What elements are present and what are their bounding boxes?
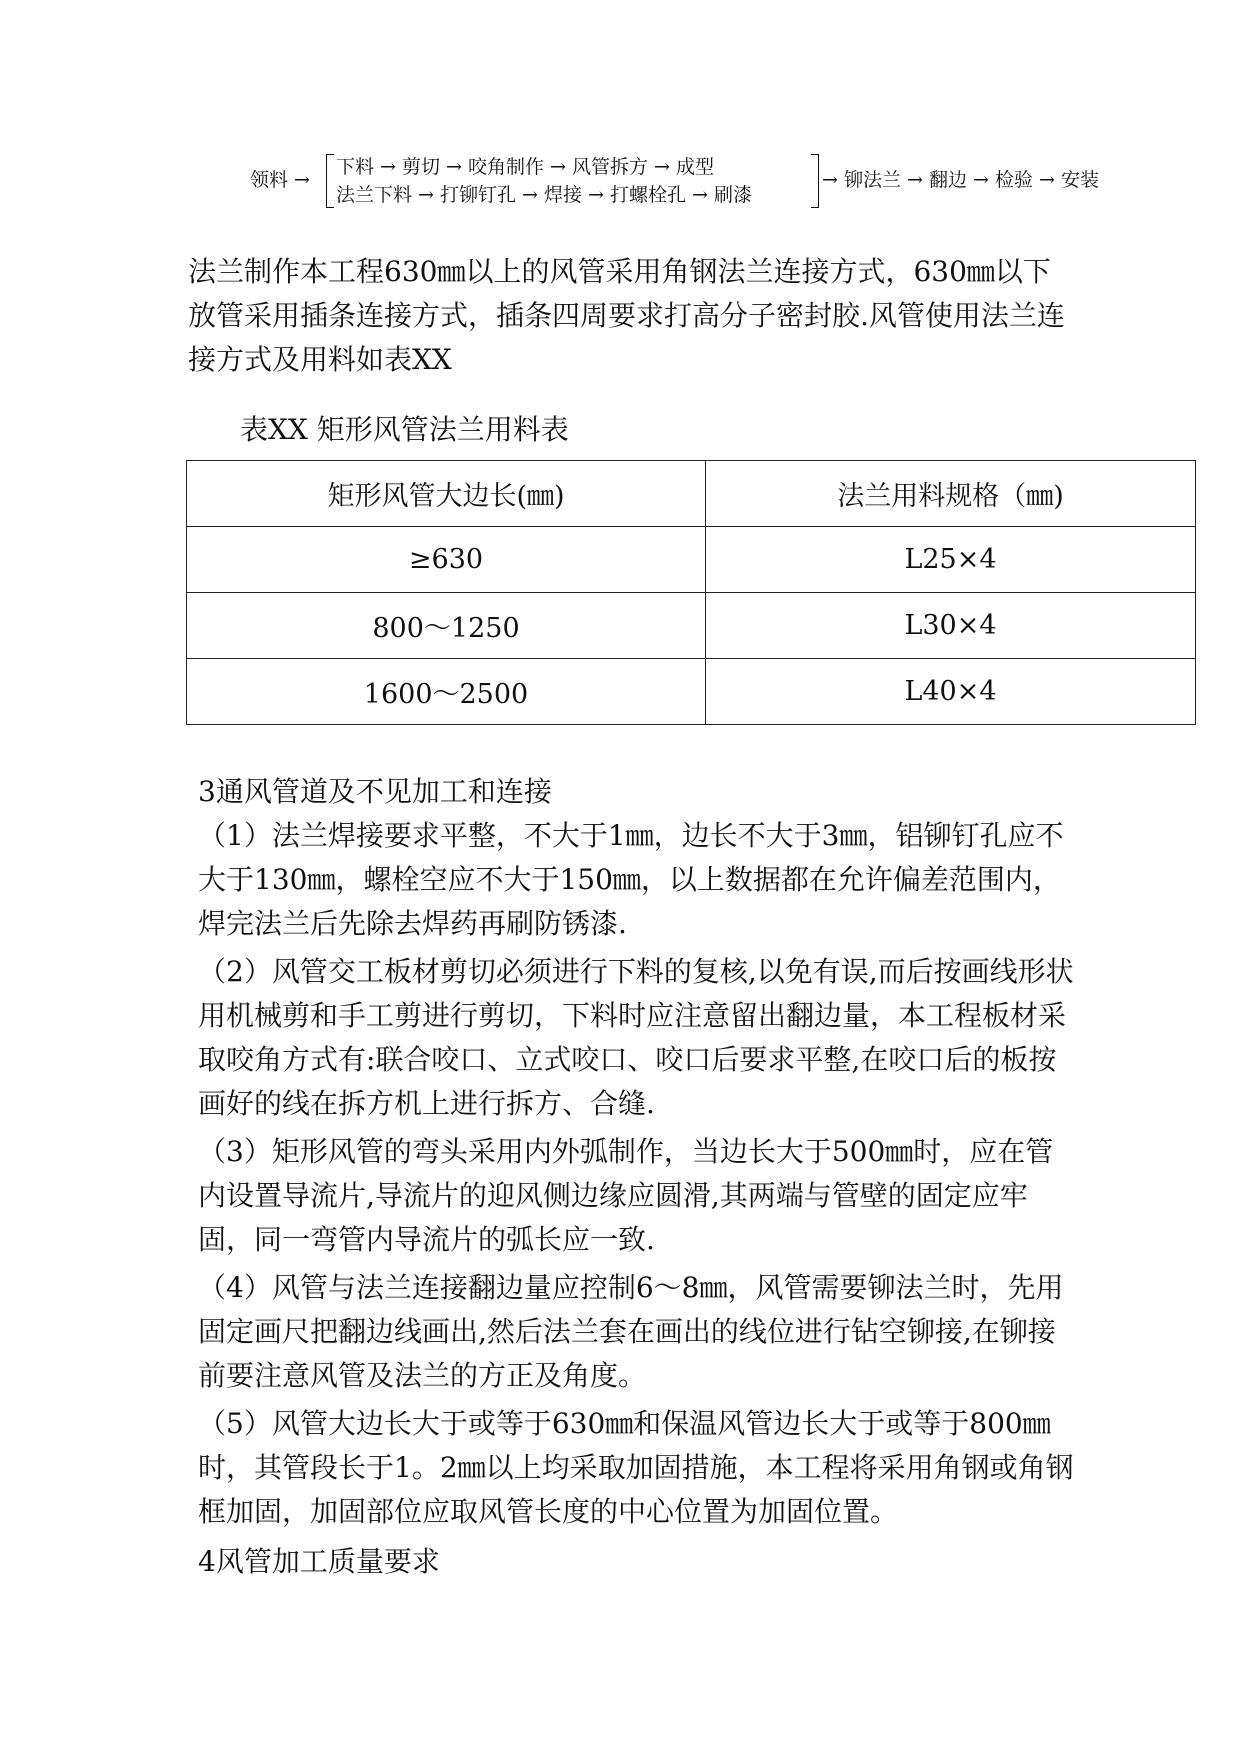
- flow-end: → 铆法兰 → 翻边 → 检验 → 安装: [822, 169, 1099, 191]
- section-4-title: 4风管加工质量要求: [198, 1545, 440, 1578]
- table-caption: 表XX 矩形风管法兰用料表: [240, 413, 569, 446]
- item-5: （5）风管大边长大于或等于630㎜和保温风管边长大于或等于800㎜时，其管段长于1。2㎜以上均采取加固措施，本工程将采用角钢或角钢框加固，加固部位应取风管长度的中心位置为加固位置。: [198, 1407, 1074, 1528]
- flow-start: 领料 →: [250, 169, 310, 191]
- table-row: [187, 593, 1196, 659]
- table-row: [187, 527, 1196, 593]
- table-cell: L25×4: [706, 527, 1196, 593]
- table-cell: L30×4: [706, 593, 1196, 659]
- header-cell: 矩形风管大边长(㎜): [187, 461, 706, 527]
- table-cell: L40×4: [706, 659, 1196, 725]
- table-cell: 800～1250: [187, 593, 706, 659]
- left-bracket: [326, 154, 334, 208]
- table-header-row: [187, 461, 1196, 527]
- table-cell: 1600～2500: [187, 659, 706, 725]
- flow-row-1: 下料 → 剪切 → 咬角制作 → 风管拆方 → 成型: [336, 156, 714, 178]
- flow-row-2: 法兰下料 → 打铆钉孔 → 焊接 → 打螺栓孔 → 刷漆: [336, 184, 752, 206]
- table-row: [187, 659, 1196, 725]
- item-3: （3）矩形风管的弯头采用内外弧制作，当边长大于500㎜时，应在管内设置导流片,导流片的迎风侧边缘应圆滑,其两端与管壁的固定应牢固，同一弯管内导流片的弧长应一致.: [198, 1135, 1054, 1256]
- item-1: （1）法兰焊接要求平整，不大于1㎜，边长不大于3㎜，铝铆钉孔应不大于130㎜，螺栓空应不大于150㎜，以上数据都在允许偏差范围内，焊完法兰后先除去焊药再刷防锈漆.: [198, 819, 1064, 940]
- table-cell: ≥630: [187, 527, 706, 593]
- flange-material-table: [186, 460, 1196, 725]
- intro-paragraph: 法兰制作本工程630㎜以上的风管采用角钢法兰连接方式，630㎜以下放管采用插条连接方式，插条四周要求打高分子密封胶.风管使用法兰连接方式及用料如表XX: [188, 255, 1065, 376]
- section-3-title: 3通风管道及不见加工和连接: [198, 775, 552, 808]
- header-cell: 法兰用料规格（㎜): [706, 461, 1196, 527]
- item-4: （4）风管与法兰连接翻边量应控制6～8㎜，风管需要铆法兰时，先用固定画尺把翻边线画出,然后法兰套在画出的线位进行钻空铆接,在铆接前要注意风管及法兰的方正及角度。: [198, 1271, 1064, 1392]
- right-bracket: [811, 154, 819, 208]
- item-2: （2）风管交工板材剪切必须进行下料的复核,以免有误,而后按画线形状用机械剪和手工剪进行剪切，下料时应注意留出翻边量，本工程板材采取咬角方式有:联合咬口、立式咬口、咬口后要求平整,在咬口后的板按画好的线在拆方机上进行拆方、合缝.: [198, 955, 1074, 1120]
- process-flow-diagram: [0, 140, 1241, 210]
